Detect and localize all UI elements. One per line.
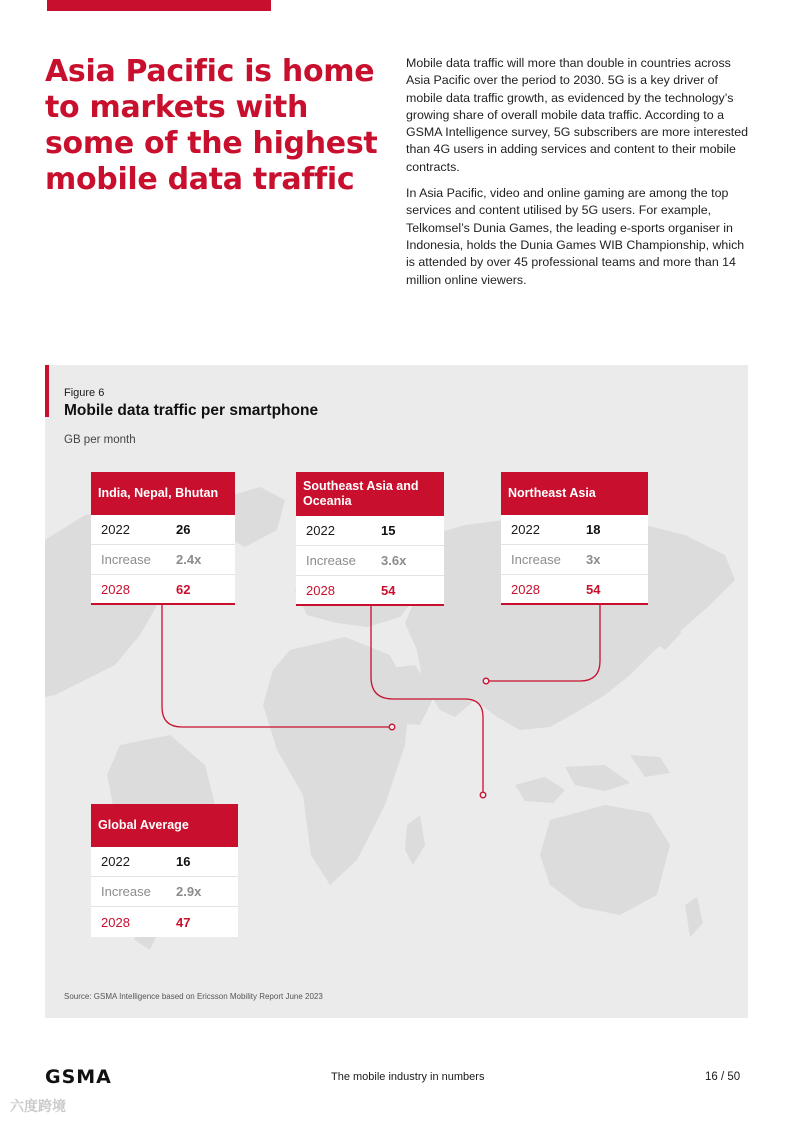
row-label: 2022 <box>511 522 540 537</box>
card-title: Global Average <box>91 804 238 847</box>
row-label: 2028 <box>101 914 130 930</box>
headline-line: to markets with <box>45 90 309 125</box>
card-title: India, Nepal, Bhutan <box>91 472 235 515</box>
row-label: Increase <box>101 884 151 899</box>
card-global-average <box>91 804 238 937</box>
row-value: 54 <box>381 582 396 598</box>
row-label: 2022 <box>306 523 335 538</box>
figure-source: Source: GSMA Intelligence based on Ericsson Mobility Report June 2023 <box>64 992 323 1001</box>
row-value: 62 <box>176 581 191 597</box>
intro-paragraph-1: Mobile data traffic will more than double in countries across Asia Pacific over the period to 2030. 5G is a key driver of mobile data traffic growth, as evidenced by the technology’s growing share of overall mobile data traffic. According to a GSMA Intelligence survey, 5G subscribers are more interested than 4G users in adding services and content to their mobile contracts. <box>406 56 749 174</box>
card-title: Northeast Asia <box>501 472 648 515</box>
page-headline <box>45 54 385 198</box>
gsma-logo: GSMA <box>45 1066 112 1088</box>
headline-line: Asia Pacific is home <box>45 54 375 89</box>
row-label: 2022 <box>101 854 130 869</box>
row-2022 <box>91 847 238 877</box>
row-value: 16 <box>176 854 191 869</box>
row-value: 18 <box>586 522 601 537</box>
row-2028 <box>91 907 238 937</box>
headline-line: some of the highest <box>45 126 378 161</box>
figure-accent-bar <box>45 365 49 417</box>
figure-unit: GB per month <box>64 434 136 446</box>
row-label: Increase <box>511 552 561 567</box>
row-value: 54 <box>586 581 601 597</box>
figure-title: Mobile data traffic per smartphone <box>64 402 319 419</box>
row-increase <box>91 877 238 907</box>
row-2028 <box>91 575 235 605</box>
row-value: 2.9x <box>176 884 202 899</box>
intro-paragraph-2: In Asia Pacific, video and online gaming are among the top services and content utilised by 5G users. For example, Telkomsel’s Dunia Games, the leading e-sports organiser in Indonesia, holds the Dunia Games WIB Championship, which is attended by over 45 professional teams and more than 14 million online viewers. <box>406 186 745 287</box>
row-2022 <box>91 515 235 545</box>
card-northeast-asia <box>501 472 648 605</box>
row-label: 2028 <box>101 581 130 597</box>
row-2028 <box>501 575 648 605</box>
row-value: 47 <box>176 914 191 930</box>
footer-publication-title: The mobile industry in numbers <box>331 1071 485 1083</box>
row-label: Increase <box>306 553 356 568</box>
row-value: 3x <box>586 552 601 567</box>
card-india-nepal-bhutan <box>91 472 235 605</box>
headline-line: mobile data traffic <box>45 162 355 197</box>
row-value: 26 <box>176 522 191 537</box>
row-2028 <box>296 576 444 606</box>
top-accent-bar <box>47 0 271 11</box>
row-increase <box>91 545 235 575</box>
card-title: Southeast Asia and Oceania <box>296 472 444 516</box>
row-increase <box>501 545 648 575</box>
row-label: Increase <box>101 552 151 567</box>
row-label: 2028 <box>511 581 540 597</box>
figure-label: Figure 6 <box>64 387 105 399</box>
row-value: 2.4x <box>176 552 202 567</box>
intro-text <box>406 55 751 298</box>
row-label: 2028 <box>306 582 335 598</box>
row-value: 15 <box>381 523 396 538</box>
row-value: 3.6x <box>381 553 407 568</box>
row-2022 <box>501 515 648 545</box>
row-label: 2022 <box>101 522 130 537</box>
row-2022 <box>296 516 444 546</box>
page-number: 16 / 50 <box>705 1071 741 1083</box>
watermark: 六度跨境 <box>10 1098 66 1114</box>
card-southeast-asia-oceania <box>296 472 444 606</box>
row-increase <box>296 546 444 576</box>
